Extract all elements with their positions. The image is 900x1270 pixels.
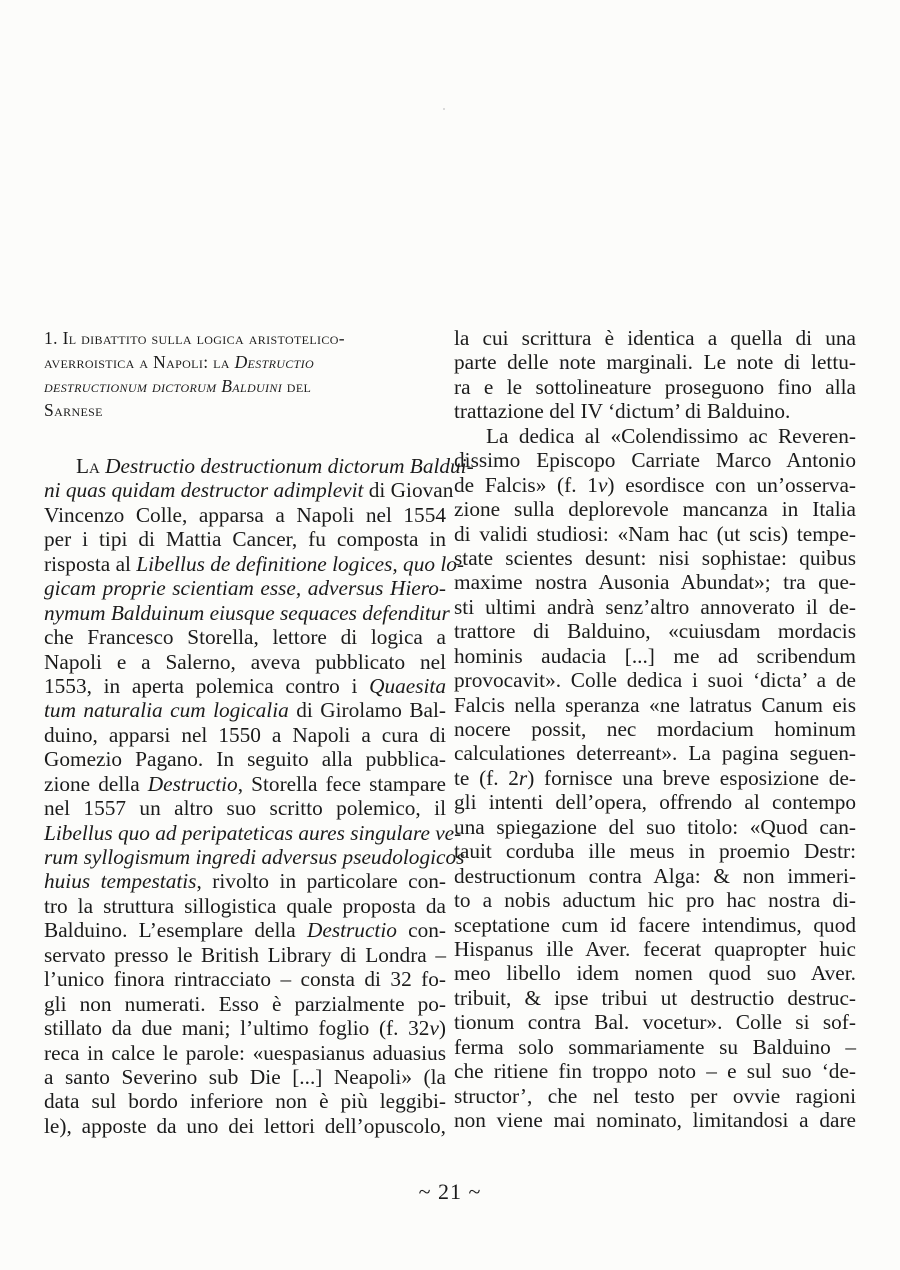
text-line: ferma solo sommariamente su Balduino – xyxy=(454,1034,856,1059)
text-line: trattore di Balduino, «cuiusdam mordacis xyxy=(454,619,856,644)
text-line: di validi studiosi: «Nam hac (ut scis) tempe- xyxy=(454,521,856,546)
text-line: l’unico finora rintracciato – consta di 32 fo- xyxy=(44,967,446,992)
text-line: nymum Balduinum eiusque sequaces defenditur xyxy=(44,600,450,625)
text-line: gicam proprie scientiam esse, adversus Hiero- xyxy=(44,576,446,601)
left-column xyxy=(44,326,474,1138)
text-line: ra e le sottolineature proseguono fino alla xyxy=(454,374,856,399)
text-line: servato presso le British Library di Londra – xyxy=(44,942,446,967)
text-line: Gomezio Pagano. In seguito alla pubblica- xyxy=(44,747,446,772)
text-line: provocavit». Colle dedica i suoi ‘dicta’ a de xyxy=(454,668,856,693)
text-line: nocere possit, nec mordacium hominum xyxy=(454,717,856,741)
text-line: duino, apparsi nel 1550 a Napoli a cura di xyxy=(44,722,446,747)
heading-line: 1. Il dibattito sulla logica aristotelico- xyxy=(44,328,345,348)
text-line: data sul bordo inferiore non è più leggibi- xyxy=(44,1089,446,1114)
right-column xyxy=(454,326,856,1132)
right-body-text xyxy=(454,326,856,1132)
text-line: zione della Destructio, Storella fece stampare xyxy=(44,771,446,796)
text-line: non viene mai nominato, limitandosi a dare xyxy=(454,1108,856,1132)
text-line: destructionum contra Alga: & non immeri- xyxy=(454,863,856,888)
section-number: 1. xyxy=(44,328,58,348)
heading-line: Sarnese xyxy=(44,400,103,420)
text-line: parte delle note marginali. Le note di lettu- xyxy=(454,350,856,375)
text-line: tribuit, & ipse tribui ut destructio destruc- xyxy=(454,985,856,1010)
left-body-text xyxy=(44,454,474,1138)
section-heading xyxy=(44,326,446,422)
text-line: gli non numerati. Esso è parzialmente po- xyxy=(44,991,446,1016)
text-line: risposta al Libellus de definitione logices, quo lo- xyxy=(44,551,464,576)
heading-line: destructionum dictorum Balduini del xyxy=(44,376,312,396)
text-line: sceptatione cum id facere intendimus, quod xyxy=(454,912,856,937)
text-line: dissimo Episcopo Carriate Marco Antonio xyxy=(454,448,856,473)
heading-line: averroistica a Napoli: la Destructio xyxy=(44,352,315,372)
text-line: zione sulla deplorevole mancanza in Italia xyxy=(454,497,856,522)
text-line: nel 1557 un altro suo scritto polemico, il xyxy=(44,796,446,821)
text-line: tro la struttura sillogistica quale proposta da xyxy=(44,893,446,918)
text-line: Vincenzo Colle, apparsa a Napoli nel 1554 xyxy=(44,502,446,527)
text-line: reca in calce le parole: «uespasianus aduasius xyxy=(44,1040,446,1065)
text-line: meo libello idem nomen quod suo Aver. xyxy=(454,961,856,986)
text-line: gli intenti dell’opera, offrendo al contempo xyxy=(454,790,856,815)
text-line: Balduino. L’esemplare della Destructio con- xyxy=(44,918,446,943)
text-line: hominis audacia [...] me ad scribendum xyxy=(454,643,856,668)
text-line: to a nobis aductum hic pro hac nostra di- xyxy=(454,888,856,913)
text-line: una spiegazione del suo titolo: «Quod can- xyxy=(454,814,856,839)
text-line: La Destructio destructionum dictorum Baldui- xyxy=(76,454,474,478)
text-line: maxime nostra Ausonia Abundat»; tra que- xyxy=(454,570,856,595)
text-line: te (f. 2r) fornisce una breve esposizione de- xyxy=(454,765,856,790)
text-line: stillato da due mani; l’ultimo foglio (f. 32v) xyxy=(44,1016,446,1041)
text-line: per i tipi di Mattia Cancer, fu composta in xyxy=(44,527,446,552)
text-line: a santo Severino sub Die [...] Neapoli» (la xyxy=(44,1064,446,1089)
text-line: calculationes deterreant». La pagina seguen- xyxy=(454,741,856,766)
text-line: state scientes desunt: nisi sophistae: quibus xyxy=(454,545,856,570)
text-line: La dedica al «Colendissimo ac Reveren- xyxy=(486,423,856,448)
text-line: rum syllogismum ingredi adversus pseudologicos xyxy=(44,845,465,869)
page-number: ~ 21 ~ xyxy=(418,1179,482,1204)
text-line: la cui scrittura è identica a quella di una xyxy=(454,326,856,350)
text-line: sti ultimi andrà senz’altro annoverato il de- xyxy=(454,594,856,619)
text-line: che ritiene fin troppo noto – e sul suo ‘de- xyxy=(454,1059,856,1084)
text-line: tionum contra Bal. vocetur». Colle si sof- xyxy=(454,1010,856,1035)
text-line: tauit corduba ille meus in proemio Destr: xyxy=(454,839,856,864)
text-line: tum naturalia cum logicalia di Girolamo Bal- xyxy=(44,698,446,723)
text-line: Hispanus ille Aver. fecerat quapropter huic xyxy=(454,936,856,961)
text-line: de Falcis» (f. 1v) esordisce con un’osserva- xyxy=(454,472,856,497)
text-line: Libellus quo ad peripateticas aures singulare ve- xyxy=(44,820,462,845)
text-line: Napoli e a Salerno, aveva pubblicato nel xyxy=(44,649,446,674)
text-line: structor’, che nel testo per ovvie ragioni xyxy=(454,1083,856,1108)
text-line: Falcis nella speranza «ne latratus Canum eis xyxy=(454,692,856,717)
text-line: le), apposte da uno dei lettori dell’opuscolo, xyxy=(44,1113,446,1138)
text-line: 1553, in aperta polemica contro i Quaesita xyxy=(44,673,446,698)
text-line: ni quas quidam destructor adimplevit di Giovan xyxy=(44,478,454,503)
text-line: trattazione del IV ‘dictum’ di Balduino. xyxy=(454,399,791,424)
page-speck xyxy=(443,108,445,110)
text-line: che Francesco Storella, lettore di logica a xyxy=(44,625,446,650)
text-line: huius tempestatis, rivolto in particolare con- xyxy=(44,869,446,894)
